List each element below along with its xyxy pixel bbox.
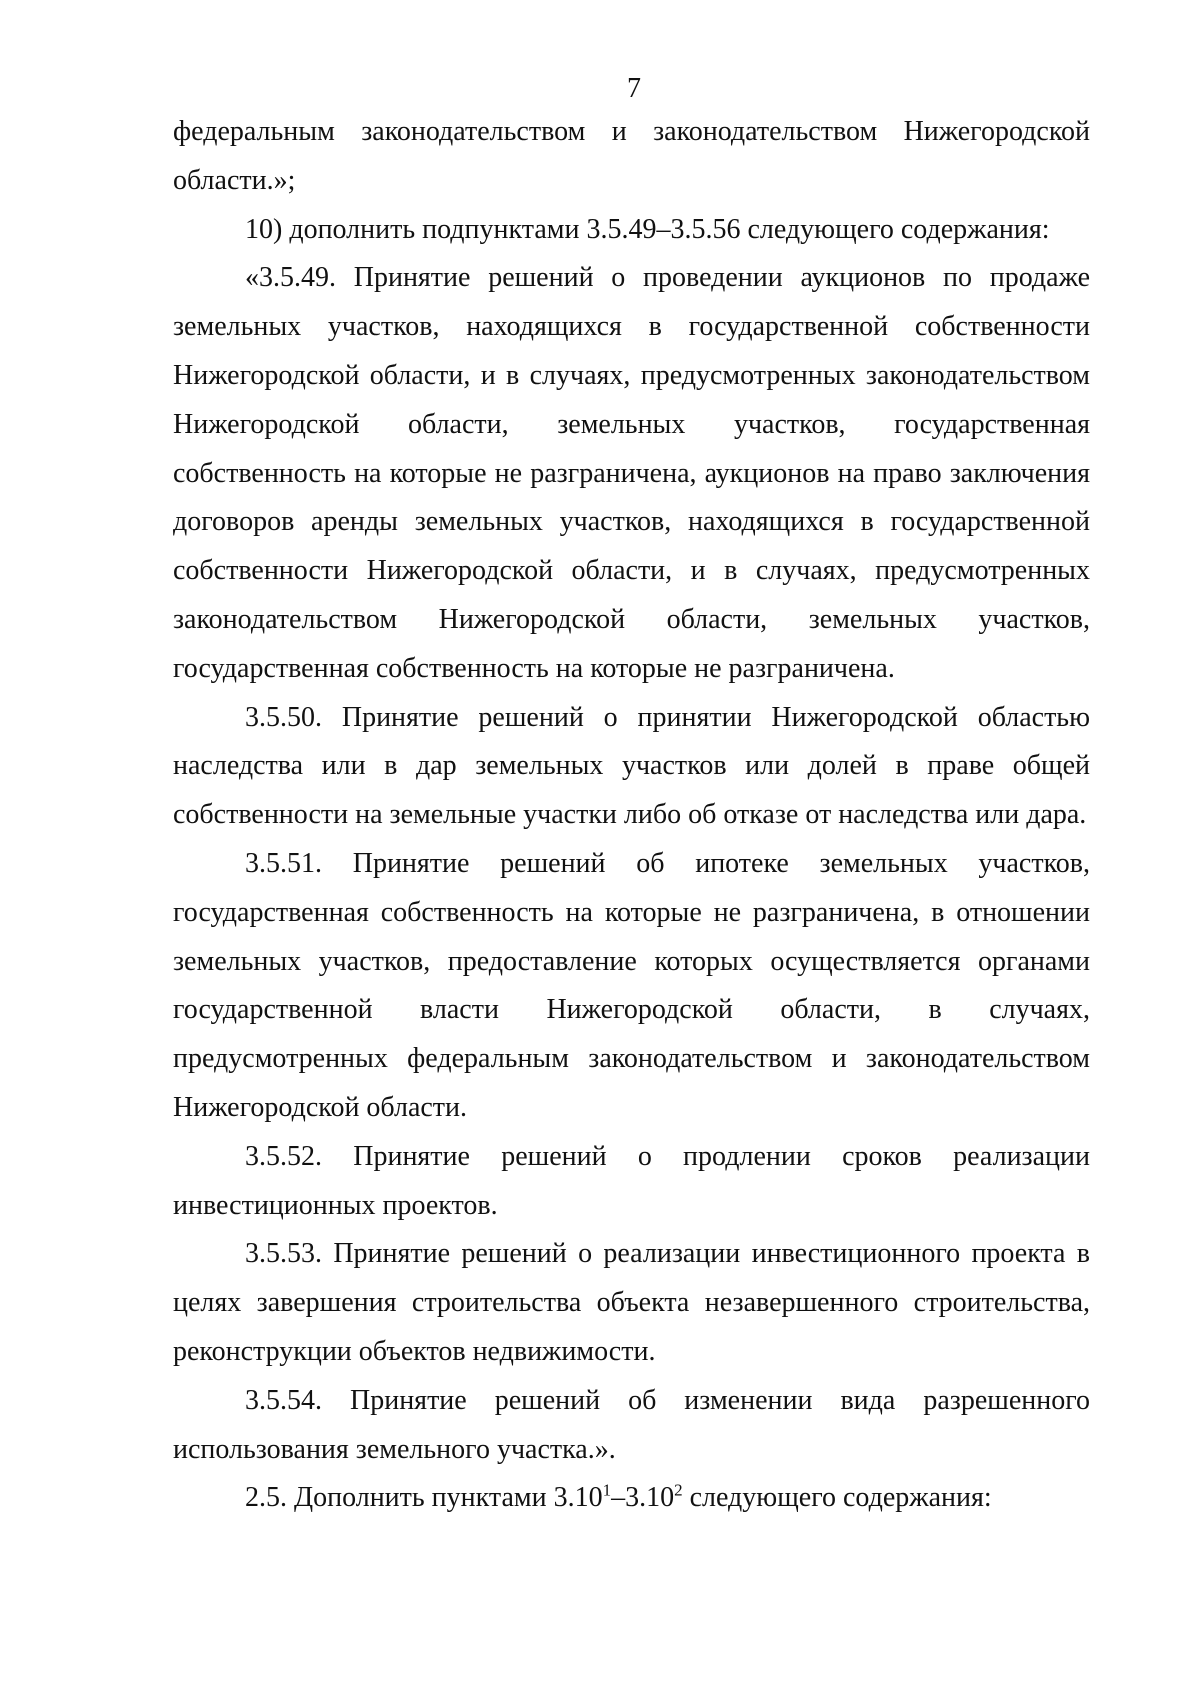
paragraph-1: федеральным законодательством и законодательством Нижегородской области.»; [173,116,1090,196]
superscript-2: 2 [674,1480,683,1500]
paragraph-9 [173,1474,1090,1523]
paragraph-9-suffix: следующего содержания: [682,1482,992,1514]
paragraph-6: 3.5.52. Принятие решений о продлении сроков реализации инвестиционных проектов. [173,1140,1090,1221]
paragraph-4: 3.5.50. Принятие решений о принятии Нижегородской областью наследства или в дар земельных участков или долей в праве общей собственности на земельные участки либо об отказе от наследства или дара. [173,701,1090,831]
paragraph-9-prefix: 2.5. Дополнить пунктами 3.10 [245,1482,603,1514]
document-body [173,108,1090,1523]
superscript-1: 1 [602,1480,612,1500]
paragraph-8: 3.5.54. Принятие решений об изменении вида разрешенного использования земельного участка.». [173,1384,1090,1465]
paragraph-2: 10) дополнить подпунктами 3.5.49–3.5.56 следующего содержания: [245,213,1050,245]
page-number: 7 [627,73,641,104]
paragraph-9-middle: –3.10 [611,1482,675,1514]
paragraph-3: «3.5.49. Принятие решений о проведении аукционов по продаже земельных участков, находящихся в государственной собственности Нижегородской области, и в случаях, предусмотренных законодательством Нижегородской области, земельных участков, государственная собственность на которые не разграничена, аукционов на право заключения договоров аренды земельных участков, находящихся в государственной собственности Нижегородской области, и в случаях, предусмотренных законодательством Нижегородской области, земельных участков, государственная собственность на которые не разграничена. [173,262,1090,684]
paragraph-5: 3.5.51. Принятие решений об ипотеке земельных участков, государственная собственность на которые не разграничена, в отношении земельных участков, предоставление которых осуществляется органами государственной власти Нижегородской области, в случаях, предусмотренных федеральным законодательством и законодательством Нижегородской области. [173,847,1090,1123]
paragraph-7: 3.5.53. Принятие решений о реализации инвестиционного проекта в целях завершения строительства объекта незавершенного строительства, реконструкции объектов недвижимости. [173,1238,1090,1367]
